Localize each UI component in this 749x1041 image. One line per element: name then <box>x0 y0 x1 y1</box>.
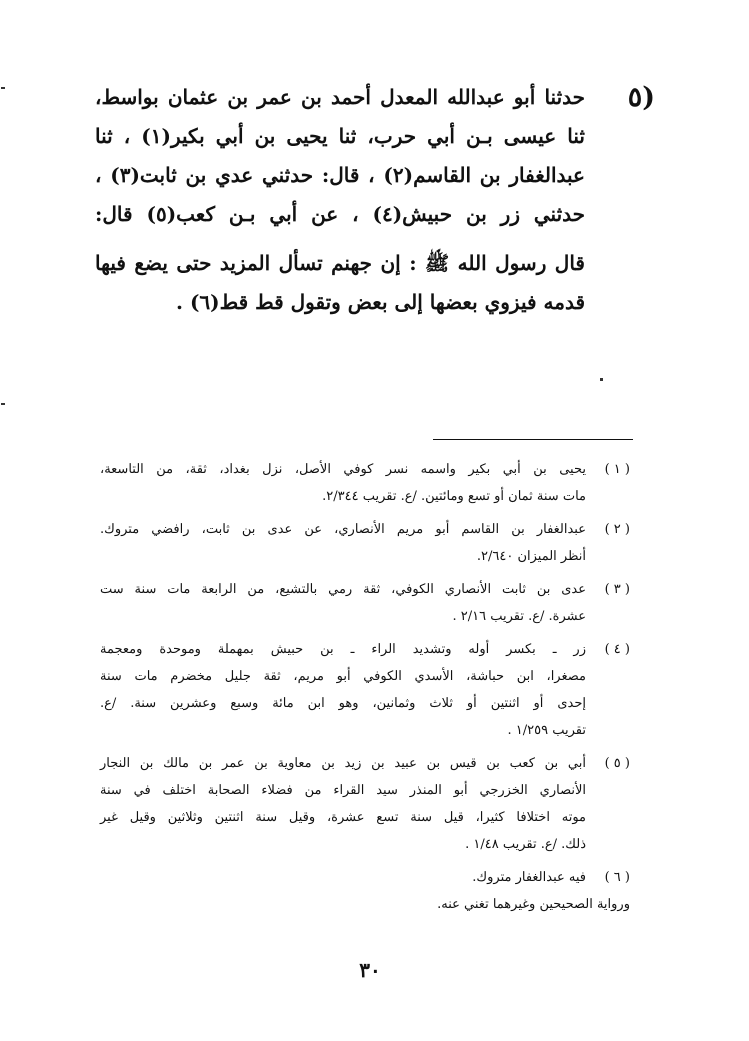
footnote <box>100 636 630 744</box>
margin-mark <box>1 87 5 89</box>
footnote-line: ورواية الصحيحين وغيرهما تغني عنه. <box>437 897 630 912</box>
footnote-line: تقريب ١/٢٥٩ . <box>507 723 586 738</box>
footnote <box>100 864 630 918</box>
footnote-divider <box>433 439 633 440</box>
footnote-number: ( ٣ ) <box>604 582 630 597</box>
hadith-block <box>95 78 655 322</box>
footnote-line: يحيى بن أبي بكير واسمه نسر كوفي الأصل، نزل بغداد، ثقة، من التاسعة، <box>100 462 586 477</box>
footnote-line: زر ـ بكسر أوله وتشديد الراء ـ بن حبيش بمهملة وموحدة ومعجمة <box>100 642 586 657</box>
footnote-number: ( ١ ) <box>604 462 630 477</box>
footnote-number: ( ٢ ) <box>604 522 630 537</box>
footnote-line: مات سنة ثمان أو تسع ومائتين. /ع. تقريب ٢/٣٤٤. <box>322 489 586 504</box>
footnote-line: عبدالغفار بن القاسم أبو مريم الأنصاري، عن عدى بن ثابت، رافضي متروك. <box>100 522 586 537</box>
footnote-line: مصغرا، ابن حباشة، الأسدي الكوفي أبو مريم، ثقة جليل مخضرم مات سنة <box>100 669 586 684</box>
hadith-text <box>95 78 585 322</box>
footnote-line: أنظر الميزان ٢/٦٤٠. <box>476 549 586 564</box>
matn-line: قدمه فيزوي بعضها إلى بعض وتقول قط قط(٦) . <box>176 290 585 314</box>
footnotes <box>100 456 630 924</box>
isnad-line: حدثنا أبو عبدالله المعدل أحمد بن عمر بن عثمان بواسط، <box>95 85 585 109</box>
footnote-line: عشرة. /ع. تقريب ٢/١٦ . <box>452 609 586 624</box>
footnote-number: ( ٥ ) <box>604 756 630 771</box>
hadith-number: ٥) <box>627 82 655 113</box>
footnote-number: ( ٤ ) <box>604 642 630 657</box>
footnote-line: الأنصاري الخزرجي أبو المنذر سيد القراء من فضلاء الصحابة اختلف في سنة <box>100 783 586 798</box>
footnote <box>100 516 630 570</box>
isnad-line: ثنا عيسى بـن أبي حرب، ثنا يحيى بن أبي بكير(١) ، ثنا <box>95 124 585 148</box>
isnad-line: عبدالغفار بن القاسم(٢) ، قال: حدثني عدي بن ثابت(٣) ، <box>95 163 585 187</box>
isnad-line: حدثني زر بن حبيش(٤) ، عن أبي بـن كعب(٥) قال: <box>95 202 585 226</box>
footnote <box>100 456 630 510</box>
footnote-line: فيه عبدالغفار متروك. <box>472 870 586 885</box>
margin-mark <box>1 403 5 405</box>
matn-line: قال رسول الله ﷺ : إن جهنم تسأل المزيد حتى يضع فيها <box>95 251 585 275</box>
footnote-line: ذلك. /ع. تقريب ١/٤٨ . <box>465 837 586 852</box>
margin-mark <box>600 378 603 381</box>
footnote-line: عدى بن ثابت الأنصاري الكوفي، ثقة رمي بالتشيع، من الرابعة مات سنة ست <box>100 582 586 597</box>
footnote-line: إحدى أو اثنتين أو ثلاث وثمانين، وهو ابن مائة وسبع وعشرين سنة. /ع. <box>100 696 586 711</box>
page-number: ٣٠ <box>359 958 381 982</box>
footnote-line: موته اختلافا كثيرا، قيل سنة تسع عشرة، وقيل سنة اثنتين وثلاثين وقيل غير <box>100 810 586 825</box>
footnote-number: ( ٦ ) <box>604 870 630 885</box>
footnote <box>100 750 630 858</box>
footnote <box>100 576 630 630</box>
footnote-line: أبي بن كعب بن قيس بن عبيد بن زيد بن معاوية بن عمر بن مالك بن النجار <box>100 756 586 771</box>
